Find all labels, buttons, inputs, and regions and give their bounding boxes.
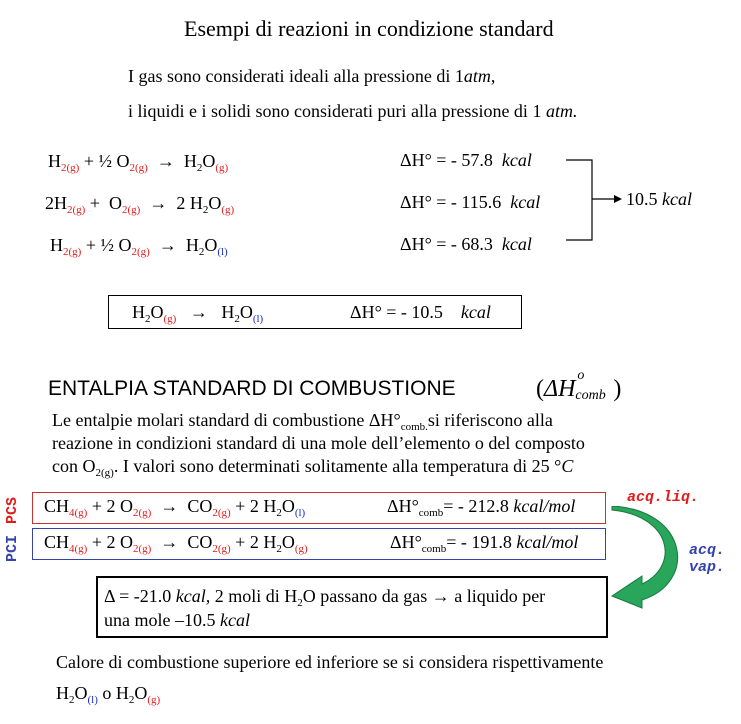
intro-line-2 (128, 101, 577, 122)
page-title: Esempi di reazioni in condizione standard (184, 16, 554, 41)
vaporization-enthalpy (350, 302, 491, 323)
pcs-label: PCS (4, 496, 21, 524)
combustion-gas-unit: kcal/mol (516, 532, 579, 552)
reaction-3-enthalpy (400, 234, 532, 255)
combustion-gas-equation: $CH_{4(g)} + 2$ $O_{2(g)} \to CO_{2(g)} + 2$ $H_2O_{(g)}$ (44, 532, 308, 555)
note-line-2-unit: kcal (219, 610, 250, 630)
reaction-1-equation: $H_{2(g)}$ + ½ $O_{2(g)} \to H_2O_{(g)}$ (48, 151, 229, 174)
reaction-1-dh: ΔH° = - 57.8 (400, 150, 493, 170)
combustion-symbol-h: ΔH (544, 376, 576, 402)
combustion-liquid-dh: ΔH° (387, 496, 419, 516)
footer-sub4: (g) (147, 694, 161, 706)
note-line-1-mid: 2 moli di H (210, 586, 298, 606)
combustion-liquid-unit: kcal/mol (513, 496, 576, 516)
reaction-3-unit: kcal (501, 234, 532, 254)
note-line-2-text: una mole –10.5 (104, 610, 220, 630)
note-line-2 (104, 610, 250, 631)
footer-o1: O (74, 683, 88, 703)
combustion-symbol-sub: comb (575, 388, 606, 403)
footer-line-1: Calore di combustione superiore ed inferiore se si considera rispettivamente (56, 652, 604, 672)
combustion-liquid-dhsub: comb (418, 507, 444, 519)
paragraph-line-3-text: con O (52, 456, 96, 476)
intro-line-1 (128, 66, 495, 87)
note-line-1-end: O passano da gas → a liquido per (302, 586, 546, 606)
footer-sub2: (l) (87, 694, 98, 706)
curved-arrow-icon (598, 506, 690, 610)
note-line-1-unit: kcal, (175, 586, 211, 606)
paragraph-line-3 (52, 456, 573, 477)
combustion-liquid-equation: $CH_{4(g)} + 2$ $O_{2(g)} \to CO_{2(g)} + 2$ $H_2O_{(l)}$ (44, 496, 306, 519)
combustion-gas-dh: ΔH° (390, 532, 422, 552)
reaction-2-unit: kcal (510, 192, 541, 212)
footer-o2: O (134, 683, 148, 703)
note-line-1: Δ = -21.0 kcal, 2 moli di $H_2O$ passano da gas → a liquido per (104, 586, 546, 609)
paragraph-line-2: reazione in condizioni standard di una mole dell’elemento o del composto (52, 433, 585, 453)
footer-sub3: 2 (128, 694, 135, 706)
intro-line-1-unit: atm (463, 66, 491, 86)
combustion-gas-value: = - 191.8 (446, 532, 512, 552)
combustion-symbol: (ΔH o comb ) (536, 368, 622, 403)
vaporization-dh: ΔH° = - 10.5 (350, 302, 443, 322)
pci-label: PCI (4, 534, 21, 562)
paragraph-line-3-unit: C (561, 456, 574, 476)
footer-line-2 (56, 683, 160, 704)
paragraph-line-3-mid: . I valori sono determinati solitamente alla temperatura di 25 ° (113, 456, 562, 476)
paragraph-line-1-sub: comb. (400, 421, 428, 433)
difference-unit: kcal (662, 189, 692, 209)
intro-line-2-unit: atm. (545, 101, 578, 121)
difference-value (626, 189, 692, 210)
footer-mid: o H (97, 683, 129, 703)
difference-number: 10.5 (626, 189, 662, 209)
paragraph-line-3-sub: 2(g) (95, 467, 114, 479)
reaction-2-enthalpy (400, 192, 540, 213)
combustion-liquid-enthalpy (387, 496, 575, 517)
reaction-3-equation: $H_{2(g)}$ + ½ $O_{2(g)} \to H_2O_{(l)}$ (50, 235, 228, 258)
tag-vapor-water-1: acq. (689, 542, 726, 559)
combustion-gas-enthalpy (390, 532, 578, 553)
note-line-1-text: Δ = -21.0 (104, 586, 176, 606)
paragraph-line-1 (52, 410, 553, 431)
tag-vapor-water-2: vap. (689, 559, 726, 576)
intro-line-1-text: I gas sono considerati ideali alla pressione di 1 (128, 66, 464, 86)
paragraph-line-1-text: Le entalpie molari standard di combustione ΔH° (52, 410, 401, 430)
paragraph-line-1-end: si riferiscono alla (427, 410, 553, 430)
reaction-1-enthalpy (400, 150, 532, 171)
combustion-liquid-value: = - 212.8 (443, 496, 509, 516)
combustion-symbol-sup: o (577, 368, 585, 383)
intro-line-2-text: i liquidi e i solidi sono considerati puri alla pressione di 1 (128, 101, 546, 121)
vaporization-equation: $H_2O_{(g)} \to H_2O_{(l)}$ (132, 302, 264, 325)
tag-liquid-water: acq.liq. (627, 489, 700, 506)
reaction-2-equation: $2H_{2(g)} + O_{2(g)} \to 2$ $H_2O_{(g)}$ (45, 193, 235, 216)
reaction-1-unit: kcal (501, 150, 532, 170)
reaction-3-dh: ΔH° = - 68.3 (400, 234, 493, 254)
footer-sub1: 2 (69, 694, 75, 706)
section-heading: ENTALPIA STANDARD DI COMBUSTIONE (48, 377, 456, 400)
intro-line-1-end: , (490, 66, 496, 86)
footer-h1: H (56, 683, 69, 703)
vaporization-unit: kcal (460, 302, 491, 322)
combustion-gas-dhsub: comb (421, 543, 447, 555)
reaction-2-dh: ΔH° = - 115.6 (400, 192, 502, 212)
